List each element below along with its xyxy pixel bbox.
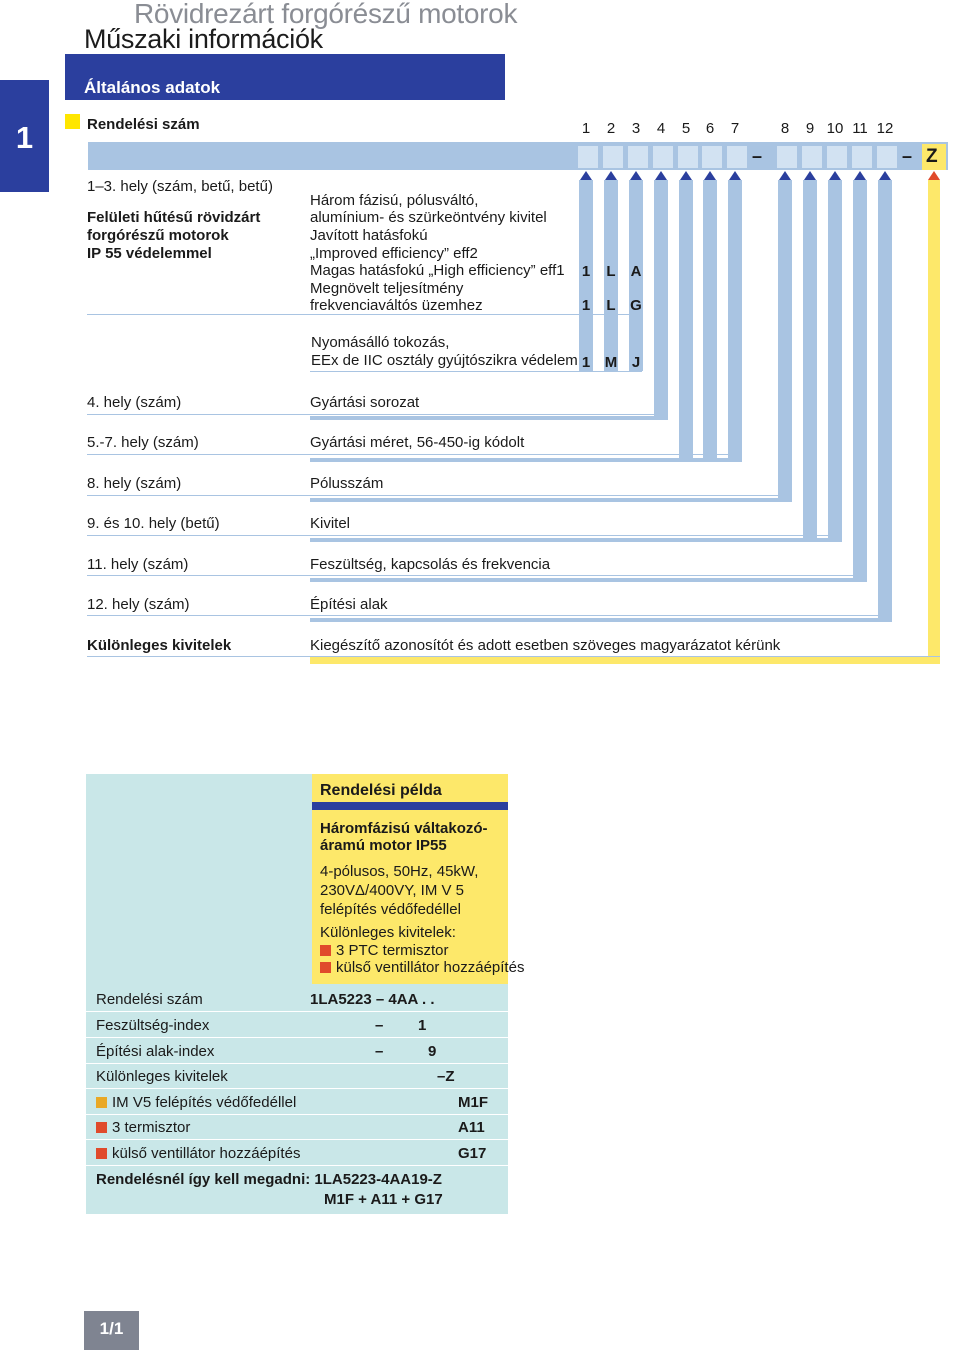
code-char: 1 xyxy=(581,263,591,280)
code-char: M xyxy=(604,354,618,371)
code-char: J xyxy=(631,354,641,371)
connector-pos-11 xyxy=(853,180,867,582)
example-spec-line: 4-pólusos, 50Hz, 45kW, xyxy=(320,863,479,880)
code-char: G xyxy=(630,297,642,314)
connector-pos-10 xyxy=(828,180,842,542)
pos-number: 4 xyxy=(656,120,666,137)
row-position: 5.-7. hely (szám) xyxy=(87,434,199,451)
example-special-item xyxy=(320,959,524,977)
pos-number: 9 xyxy=(805,120,815,137)
section-title: Általános adatok xyxy=(84,78,221,97)
row-underline xyxy=(87,495,792,496)
example-line-label xyxy=(96,1119,190,1137)
group1-position: 1–3. hely (szám, betű, betű) xyxy=(87,178,273,195)
group1-motor-line-1: Felületi hűtésű rövidzárt xyxy=(87,209,261,226)
group1-desc-line: Javított hatásfokú xyxy=(310,227,428,244)
row-connector xyxy=(310,498,792,502)
example-line-label xyxy=(96,1145,300,1163)
arrow-up-icon xyxy=(655,171,667,180)
row-description: Gyártási sorozat xyxy=(310,394,420,411)
group1-desc-line: Magas hatásfokú „High efficiency” eff1 xyxy=(310,262,565,279)
example-spec-line: felépítés védőfedéllel xyxy=(320,901,461,918)
red-square-icon xyxy=(320,962,331,973)
example-motor-line: áramú motor IP55 xyxy=(320,837,447,854)
pos-number: 10 xyxy=(826,120,844,137)
arrow-up-icon xyxy=(804,171,816,180)
row-description: Feszültség, kapcsolás és frekvencia xyxy=(310,556,551,573)
gold-square-icon xyxy=(96,1097,107,1108)
order-number-label: Rendelési szám xyxy=(87,116,200,133)
position-numbers xyxy=(574,120,914,140)
row-position: 8. hely (szám) xyxy=(87,475,182,492)
arrow-up-icon xyxy=(605,171,617,180)
order-cell xyxy=(603,146,623,168)
pos-number: 6 xyxy=(705,120,715,137)
row-underline xyxy=(87,454,742,455)
document-subtitle: Műszaki információk xyxy=(84,24,323,54)
pos-number: 12 xyxy=(876,120,894,137)
example-line-code: M1F xyxy=(458,1094,488,1111)
order-cell xyxy=(653,146,673,168)
example-line-dash: – xyxy=(375,1043,384,1060)
order-cell xyxy=(727,146,747,168)
example-special-title: Különleges kivitelek: xyxy=(320,924,456,941)
example-line-code: 1LA5223 – 4AA . . xyxy=(310,991,435,1008)
row-connector xyxy=(310,538,842,542)
arrow-up-icon xyxy=(854,171,866,180)
example-special-item-text: külső ventillátor hozzáépítés xyxy=(336,959,525,976)
pos-number: 7 xyxy=(730,120,740,137)
connector-z xyxy=(928,180,940,664)
row-connector xyxy=(310,458,742,462)
example-line-label-text: IM V5 felépítés védőfedéllel xyxy=(112,1094,297,1111)
order-cell xyxy=(702,146,722,168)
special-versions-label: Különleges kivitelek xyxy=(87,637,232,654)
special-connector xyxy=(310,657,940,664)
example-line-label: Feszültség-index xyxy=(96,1017,210,1034)
group1-desc-line: alumínium- és szürkeöntvény kivitel xyxy=(310,209,547,226)
group1-motor-line-2: forgórészű motorok xyxy=(87,227,229,244)
connector-pos-9 xyxy=(803,180,817,542)
pressure-underline xyxy=(310,371,642,372)
order-cell xyxy=(678,146,698,168)
arrow-up-icon xyxy=(704,171,716,180)
example-line-code: 1 xyxy=(418,1017,427,1034)
example-line-label: Különleges kivitelek xyxy=(96,1068,228,1085)
example-title: Rendelési példa xyxy=(320,782,442,799)
pos-number: 5 xyxy=(681,120,691,137)
z-letter: Z xyxy=(926,146,938,167)
group1-desc-line: Megnövelt teljesítmény xyxy=(310,280,464,297)
example-final-line-1: Rendelésnél így kell megadni: 1LA5223-4AA19-Z xyxy=(96,1171,442,1188)
example-line-code: –Z xyxy=(437,1068,455,1085)
red-square-icon xyxy=(96,1148,107,1159)
red-square-icon xyxy=(320,945,331,956)
pos-number: 3 xyxy=(631,120,641,137)
pos-number: 1 xyxy=(581,120,591,137)
row-position: 11. hely (szám) xyxy=(87,556,189,573)
example-special-item xyxy=(320,942,449,960)
red-square-icon xyxy=(96,1122,107,1133)
example-spec-line: 230VΔ/400VY, IM V 5 xyxy=(320,882,465,899)
order-dash: – xyxy=(752,146,763,166)
order-cell xyxy=(777,146,797,168)
row-underline xyxy=(87,535,842,536)
example-line-label-text: külső ventillátor hozzáépítés xyxy=(112,1145,301,1162)
example-line-code: A11 xyxy=(458,1119,485,1136)
special-versions-desc: Kiegészítő azonosítót és adott esetben szöveges magyarázatot kérünk xyxy=(310,637,781,654)
row-connector xyxy=(310,416,668,420)
connector-pos-8 xyxy=(778,180,792,502)
row-underline xyxy=(87,575,867,576)
arrow-up-icon xyxy=(779,171,791,180)
example-line-label: Rendelési szám xyxy=(96,991,203,1008)
group1-motor-line-3: IP 55 védelemmel xyxy=(87,245,212,262)
group1-desc-line: Három fázisú, pólusváltó, xyxy=(310,192,479,209)
pressure-line-2: EEx de IIC osztály gyújtószikra védelem xyxy=(311,352,578,369)
yellow-square-icon xyxy=(65,114,80,129)
arrow-up-icon xyxy=(829,171,841,180)
example-line-label-text: 3 termisztor xyxy=(112,1119,191,1136)
row-description: Pólusszám xyxy=(310,475,384,492)
example-line-label: Építési alak-index xyxy=(96,1043,215,1060)
row-position: 4. hely (szám) xyxy=(87,394,182,411)
arrow-up-icon xyxy=(729,171,741,180)
order-cell xyxy=(852,146,872,168)
row-underline xyxy=(87,615,892,616)
connector-pos-5 xyxy=(679,180,693,462)
code-char: 1 xyxy=(581,354,591,371)
arrow-up-icon xyxy=(680,171,692,180)
example-title-strip xyxy=(312,802,508,810)
connector-pos-4 xyxy=(654,180,668,420)
order-cell xyxy=(827,146,847,168)
z-dash: – xyxy=(902,146,913,166)
example-special-item-text: 3 PTC termisztor xyxy=(336,942,449,959)
connector-pos-6 xyxy=(703,180,717,462)
example-final-line-2: M1F + A11 + G17 xyxy=(324,1191,443,1208)
chapter-number: 1 xyxy=(15,120,34,155)
arrow-up-icon xyxy=(580,171,592,180)
example-line-code: G17 xyxy=(458,1145,487,1162)
code-char: A xyxy=(630,263,642,280)
example-line-label xyxy=(96,1094,296,1112)
pressure-line-1: Nyomásálló tokozás, xyxy=(311,334,450,351)
group1-desc-line: „Improved efficiency” eff2 xyxy=(310,245,478,262)
connector-pos-12 xyxy=(878,180,892,622)
code-char: L xyxy=(606,297,616,314)
row-description: Kivitel xyxy=(310,515,351,532)
pos-number: 8 xyxy=(780,120,790,137)
pos-number: 11 xyxy=(852,120,868,137)
chapter-tab xyxy=(0,80,49,192)
arrow-up-icon xyxy=(630,171,642,180)
row-description: Építési alak xyxy=(310,596,388,613)
arrow-up-red-icon xyxy=(928,171,940,180)
group1-underline xyxy=(87,314,642,315)
code-char: 1 xyxy=(581,297,591,314)
row-connector xyxy=(310,578,867,582)
pos-number: 2 xyxy=(606,120,616,137)
example-line-dash: – xyxy=(375,1017,384,1034)
document-title: Rövidrezárt forgórészű motorok xyxy=(134,0,518,29)
example-line-code: 9 xyxy=(428,1043,437,1060)
order-cell xyxy=(578,146,598,168)
row-position: 9. és 10. hely (betű) xyxy=(87,515,220,532)
example-motor-line: Háromfázisú váltakozó- xyxy=(320,820,488,837)
row-description: Gyártási méret, 56-450-ig kódolt xyxy=(310,434,525,451)
code-char: L xyxy=(606,263,616,280)
row-position: 12. hely (szám) xyxy=(87,596,190,613)
connector-pos-7 xyxy=(728,180,742,462)
order-cell xyxy=(628,146,648,168)
page-number: 1/1 xyxy=(84,1311,139,1350)
arrow-up-icon xyxy=(879,171,891,180)
row-underline xyxy=(87,414,668,415)
row-connector xyxy=(310,618,892,622)
order-cell xyxy=(802,146,822,168)
order-cell xyxy=(877,146,897,168)
group1-desc-line: frekvenciaváltós üzemhez xyxy=(310,297,483,314)
